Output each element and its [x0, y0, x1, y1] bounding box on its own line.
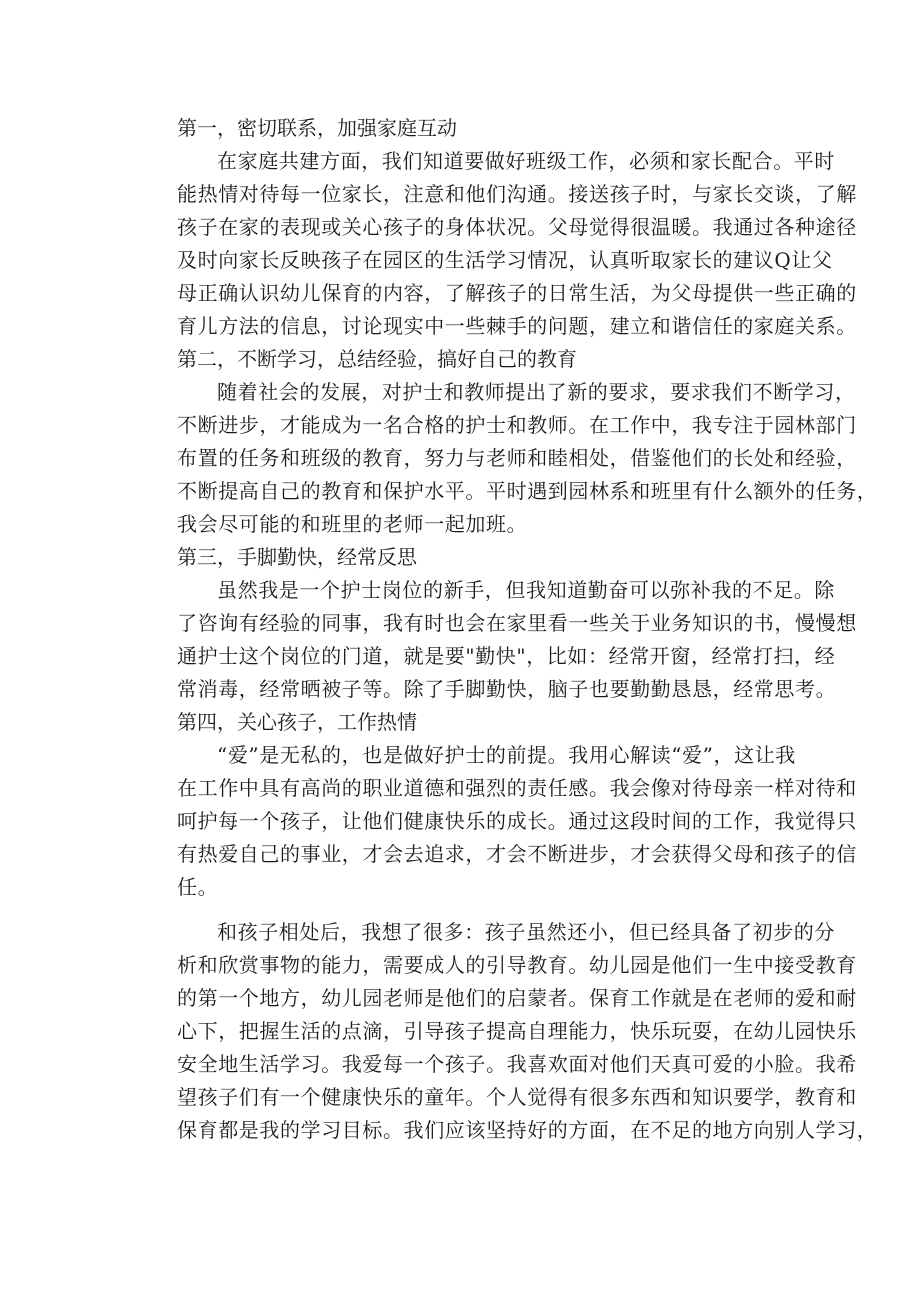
paragraph-line: 保育都是我的学习目标。我们应该坚持好的方面，在不足的地方向别人学习，	[177, 1118, 878, 1142]
paragraph-spacer	[137, 904, 805, 916]
document-page	[137, 112, 878, 1147]
paragraph-line: 了咨询有经验的同事，我有时也会在家里看一些关于业务知识的书，慢慢想	[177, 611, 857, 635]
paragraph-line: 在家庭共建方面，我们知道要做好班级工作，必须和家长配合。平时	[217, 149, 835, 173]
paragraph-line: 布置的任务和班级的教育，努力与老师和睦相处，借鉴他们的长处和经验，	[177, 446, 857, 470]
section-paragraph-1	[137, 145, 857, 343]
paragraph-line: 呵护每一个孩子，让他们健康快乐的成长。通过这段时间的工作，我觉得只	[177, 809, 857, 833]
paragraph-line: 心下，把握生活的点滴，引导孩子提高自理能力，快乐玩耍，在幼儿园快乐	[177, 1019, 857, 1043]
section-paragraph-3	[137, 574, 857, 706]
closing-paragraph	[137, 916, 878, 1147]
section-heading-1: 第一，密切联系，加强家庭互动	[177, 116, 457, 140]
paragraph-line: 育儿方法的信息，讨论现实中一些棘手的问题，建立和谐信任的家庭关系。	[177, 314, 857, 338]
paragraph-line: “爱”是无私的，也是做好护士的前提。我用心解读“爱”，这让我	[217, 743, 796, 767]
paragraph-line: 不断进步，才能成为一名合格的护士和教师。在工作中，我专注于园林部门	[177, 413, 857, 437]
paragraph-line: 我会尽可能的和班里的老师一起加班。	[177, 512, 528, 536]
paragraph-line: 母正确认识幼儿保育的内容，了解孩子的日常生活，为父母提供一些正确的	[177, 281, 857, 305]
paragraph-line: 不断提高自己的教育和保护水平。平时遇到园林系和班里有什么额外的任务，	[177, 479, 878, 503]
paragraph-line: 孩子在家的表现或关心孩子的身体状况。父母觉得很温暖。我通过各种途径	[177, 215, 857, 239]
section-paragraph-4	[137, 739, 857, 904]
paragraph-line: 通护士这个岗位的门道，就是要"勤快"，比如：经常开窗，经常打扫，经	[177, 644, 836, 668]
paragraph-line: 望孩子们有一个健康快乐的童年。个人觉得有很多东西和知识要学，教育和	[177, 1085, 857, 1109]
section-heading-3: 第三，手脚勤快，经常反思	[177, 545, 417, 569]
paragraph-line: 的第一个地方，幼儿园老师是他们的启蒙者。保育工作就是在老师的爱和耐	[177, 986, 857, 1010]
paragraph-line: 任。	[177, 875, 219, 899]
paragraph-line: 有热爱自己的事业，才会去追求，才会不断进步，才会获得父母和孩子的信	[177, 842, 857, 866]
paragraph-line: 常消毒，经常晒被子等。除了手脚勤快，脑子也要勤勤恳恳，经常思考。	[177, 677, 837, 701]
section-paragraph-2	[137, 376, 878, 541]
paragraph-line: 析和欣赏事物的能力，需要成人的引导教育。幼儿园是他们一生中接受教育	[177, 953, 857, 977]
section-heading-2: 第二，不断学习，总结经验，搞好自己的教育	[177, 347, 577, 371]
paragraph-line: 安全地生活学习。我爱每一个孩子。我喜欢面对他们天真可爱的小脸。我希	[177, 1052, 857, 1076]
paragraph-line: 及时向家长反映孩子在园区的生活学习情况，认真听取家长的建议Q让父	[177, 248, 833, 272]
paragraph-line: 能热情对待每一位家长，注意和他们沟通。接送孩子时，与家长交谈，了解	[177, 182, 857, 206]
section-heading-4: 第四，关心孩子，工作热情	[177, 710, 417, 734]
paragraph-line: 虽然我是一个护士岗位的新手，但我知道勤奋可以弥补我的不足。除	[217, 578, 835, 602]
paragraph-line: 随着社会的发展，对护士和教师提出了新的要求，要求我们不断学习，	[217, 380, 856, 404]
paragraph-line: 在工作中具有高尚的职业道德和强烈的责任感。我会像对待母亲一样对待和	[177, 776, 857, 800]
paragraph-line: 和孩子相处后，我想了很多：孩子虽然还小，但已经具备了初步的分	[217, 920, 835, 944]
